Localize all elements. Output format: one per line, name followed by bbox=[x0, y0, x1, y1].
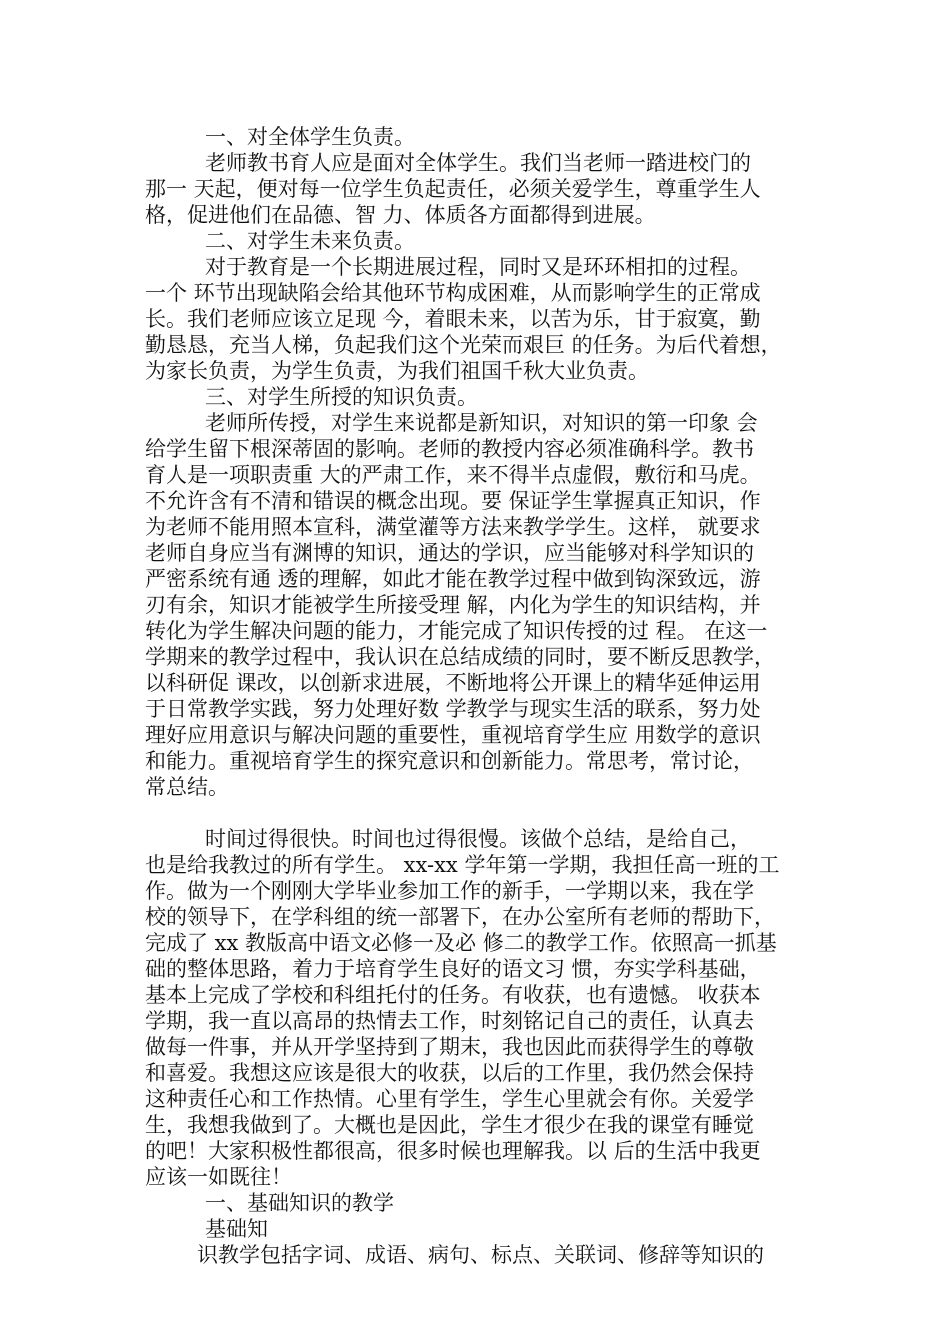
paragraph-line: 和喜爱。我想这应该是很大的收获，以后的工作里，我仍然会保持 bbox=[145, 1061, 754, 1085]
paragraph-line: 一个 环节出现缺陷会给其他环节构成困难，从而影响学生的正常成 bbox=[145, 281, 761, 305]
paragraph-line: 和能力。重视培育学生的探究意识和创新能力。常思考，常讨论， bbox=[145, 749, 754, 773]
paragraph-line: 为家长负责，为学生负责，为我们祖国千秋大业负责。 bbox=[145, 359, 649, 383]
paragraph-line: 基础知 bbox=[205, 1217, 268, 1241]
paragraph-line: 转化为学生解决问题的能力，才能完成了知识传授的过 程。 在这一 bbox=[145, 619, 768, 643]
paragraph-line: 严密系统有通 透的理解，如此才能在教学过程中做到钩深致远，游 bbox=[145, 567, 761, 591]
paragraph-line: 基本上完成了学校和科组托付的任务。有收获，也有遗憾。 收获本 bbox=[145, 983, 761, 1007]
paragraph-line: 学期，我一直以高昂的热情去工作，时刻铭记自己的责任，认真去 bbox=[145, 1009, 754, 1033]
paragraph-line: 于日常教学实践，努力处理好数 学教学与现实生活的联系，努力处 bbox=[145, 697, 761, 721]
paragraph-line: 常总结。 bbox=[145, 775, 229, 799]
paragraph-line: 应该一如既往！ bbox=[145, 1165, 292, 1189]
paragraph-line: 为老师不能用照本宣科，满堂灌等方法来教学学生。这样， 就要求 bbox=[145, 515, 761, 539]
paragraph-line: 做每一件事，并从开学坚持到了期末，我也因此而获得学生的尊敬 bbox=[145, 1035, 754, 1059]
heading-responsible-future: 二、对学生未来负责。 bbox=[205, 229, 415, 253]
paragraph-line: 刃有余，知识才能被学生所接受理 解，内化为学生的知识结构，并 bbox=[145, 593, 761, 617]
paragraph-line: 老师自身应当有渊博的知识，通达的学识，应当能够对科学知识的 bbox=[145, 541, 754, 565]
paragraph-line: 老师所传授，对学生来说都是新知识，对知识的第一印象 会 bbox=[205, 411, 758, 435]
paragraph-line: 作。做为一个刚刚大学毕业参加工作的新手，一学期以来，我在学 bbox=[145, 879, 754, 903]
paragraph-line: 理好应用意识与解决问题的重要性，重视培育学生应 用数学的意识 bbox=[145, 723, 761, 747]
paragraph-line: 这种责任心和工作热情。心里有学生，学生心里就会有你。关爱学 bbox=[145, 1087, 754, 1111]
paragraph-line: 对于教育是一个长期进展过程，同时又是环环相扣的过程。 bbox=[205, 255, 751, 279]
paragraph-line: 格，促进他们在品德、智 力、体质各方面都得到进展。 bbox=[145, 203, 656, 227]
paragraph-line: 以科研促 课改，以创新求进展，不断地将公开课上的精华延伸运用 bbox=[145, 671, 761, 695]
paragraph-line: 校的领导下，在学科组的统一部署下，在办公室所有老师的帮助下， bbox=[145, 905, 775, 929]
paragraph-line: 生，我想我做到了。大概也是因此，学生才很少在我的课堂有睡觉 bbox=[145, 1113, 754, 1137]
paragraph-line: 完成了 xx 教版高中语文必修一及必 修二的教学工作。依照高一抓基 bbox=[145, 931, 777, 955]
paragraph-line: 时间过得很快。时间也过得很慢。该做个总结，是给自己， bbox=[205, 827, 751, 851]
paragraph-line: 也是给我教过的所有学生。 xx-xx 学年第一学期，我担任高一班的工 bbox=[145, 853, 780, 877]
paragraph-line: 老师教书育人应是面对全体学生。我们当老师一踏进校门的 bbox=[205, 151, 751, 175]
heading-responsible-all-students: 一、对全体学生负责。 bbox=[205, 125, 415, 149]
paragraph-line: 长。我们老师应该立足现 今，着眼未来，以苦为乐，甘于寂寞，勤 bbox=[145, 307, 761, 331]
paragraph-line: 给学生留下根深蒂固的影响。老师的教授内容必须准确科学。教书 bbox=[145, 437, 754, 461]
paragraph-line: 识教学包括字词、成语、病句、标点、关联词、修辞等知识的 bbox=[197, 1243, 764, 1267]
paragraph-line: 育人是一项职责重 大的严肃工作，来不得半点虚假，敷衍和马虎。 bbox=[145, 463, 761, 487]
paragraph-line: 础的整体思路，着力于培育学生良好的语文习 惯，夯实学科基础， bbox=[145, 957, 761, 981]
heading-basic-knowledge-teaching: 一、基础知识的教学 bbox=[205, 1191, 394, 1215]
paragraph-line: 的吧！大家积极性都很高，很多时候也理解我。以 后的生活中我更 bbox=[145, 1139, 761, 1163]
paragraph-line: 那一 天起，便对每一位学生负起责任，必须关爱学生，尊重学生人 bbox=[145, 177, 761, 201]
paragraph-line: 学期来的教学过程中，我认识在总结成绩的同时，要不断反思教学， bbox=[145, 645, 775, 669]
paragraph-line: 勤恳恳，充当人梯，负起我们这个光荣而艰巨 的任务。为后代着想， bbox=[145, 333, 782, 357]
heading-responsible-knowledge: 三、对学生所授的知识负责。 bbox=[205, 385, 478, 409]
paragraph-line: 不允许含有不清和错误的概念出现。要 保证学生掌握真正知识，作 bbox=[145, 489, 761, 513]
